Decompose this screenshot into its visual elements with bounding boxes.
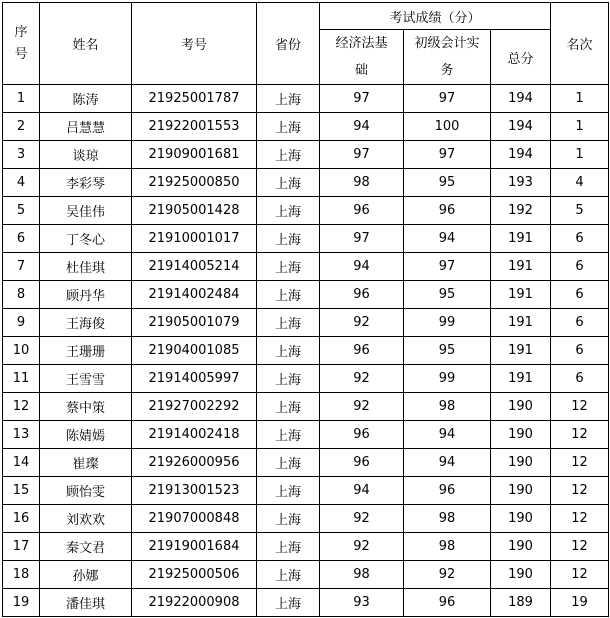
- cell-total: 191: [491, 309, 551, 337]
- header-subject-accounting: [404, 30, 491, 85]
- cell-total: 190: [491, 421, 551, 449]
- cell-score-accounting: 96: [404, 589, 491, 617]
- cell-seq: 15: [3, 477, 40, 505]
- cell-rank: 6: [551, 253, 609, 281]
- cell-rank: 19: [551, 589, 609, 617]
- cell-score-economic-law: 92: [320, 505, 404, 533]
- cell-province: 上海: [257, 449, 320, 477]
- table-row: [3, 533, 609, 561]
- cell-name: 陈婧嫣: [40, 421, 132, 449]
- table-row: [3, 113, 609, 141]
- header-score-group: 考试成绩（分）: [320, 3, 551, 30]
- cell-score-accounting: 98: [404, 533, 491, 561]
- cell-seq: 7: [3, 253, 40, 281]
- cell-exam-id: 21914005997: [132, 365, 257, 393]
- table-row: [3, 589, 609, 617]
- cell-province: 上海: [257, 85, 320, 113]
- cell-rank: 12: [551, 533, 609, 561]
- table-row: [3, 225, 609, 253]
- cell-rank: 6: [551, 337, 609, 365]
- cell-name: 顾丹华: [40, 281, 132, 309]
- cell-province: 上海: [257, 169, 320, 197]
- table-row: [3, 449, 609, 477]
- header-total: 总分: [491, 30, 551, 85]
- cell-rank: 12: [551, 421, 609, 449]
- cell-seq: 13: [3, 421, 40, 449]
- cell-rank: 1: [551, 85, 609, 113]
- cell-score-economic-law: 97: [320, 225, 404, 253]
- cell-province: 上海: [257, 225, 320, 253]
- cell-score-accounting: 95: [404, 337, 491, 365]
- table-row: [3, 253, 609, 281]
- table-row: [3, 337, 609, 365]
- cell-score-accounting: 100: [404, 113, 491, 141]
- cell-total: 191: [491, 281, 551, 309]
- cell-score-economic-law: 94: [320, 113, 404, 141]
- cell-rank: 6: [551, 281, 609, 309]
- header-exam-id: 考号: [132, 3, 257, 85]
- cell-name: 陈涛: [40, 85, 132, 113]
- cell-seq: 17: [3, 533, 40, 561]
- cell-name: 丁冬心: [40, 225, 132, 253]
- cell-exam-id: 21914002418: [132, 421, 257, 449]
- cell-exam-id: 21909001681: [132, 141, 257, 169]
- cell-name: 王海俊: [40, 309, 132, 337]
- cell-seq: 9: [3, 309, 40, 337]
- cell-rank: 6: [551, 365, 609, 393]
- cell-seq: 14: [3, 449, 40, 477]
- cell-name: 杜佳琪: [40, 253, 132, 281]
- cell-total: 190: [491, 477, 551, 505]
- cell-exam-id: 21927002292: [132, 393, 257, 421]
- cell-exam-id: 21904001085: [132, 337, 257, 365]
- cell-name: 谈琼: [40, 141, 132, 169]
- cell-province: 上海: [257, 561, 320, 589]
- cell-total: 190: [491, 393, 551, 421]
- cell-seq: 4: [3, 169, 40, 197]
- cell-name: 潘佳琪: [40, 589, 132, 617]
- cell-seq: 3: [3, 141, 40, 169]
- cell-rank: 6: [551, 225, 609, 253]
- cell-seq: 6: [3, 225, 40, 253]
- cell-exam-id: 21910001017: [132, 225, 257, 253]
- header-seq: [3, 3, 40, 85]
- header-seq-line2: 号: [14, 46, 28, 62]
- cell-score-economic-law: 98: [320, 561, 404, 589]
- cell-province: 上海: [257, 505, 320, 533]
- cell-score-economic-law: 92: [320, 533, 404, 561]
- cell-total: 190: [491, 449, 551, 477]
- cell-total: 191: [491, 337, 551, 365]
- cell-exam-id: 21914005214: [132, 253, 257, 281]
- cell-name: 秦文君: [40, 533, 132, 561]
- header-rank: 名次: [551, 3, 609, 85]
- header-name: 姓名: [40, 3, 132, 85]
- header-province: 省份: [257, 3, 320, 85]
- header-subject1-line1: 经济法基: [335, 36, 388, 51]
- cell-total: 193: [491, 169, 551, 197]
- cell-total: 194: [491, 141, 551, 169]
- cell-exam-id: 21919001684: [132, 533, 257, 561]
- cell-rank: 1: [551, 113, 609, 141]
- cell-seq: 8: [3, 281, 40, 309]
- cell-score-accounting: 99: [404, 365, 491, 393]
- table-row: [3, 393, 609, 421]
- cell-total: 190: [491, 533, 551, 561]
- cell-score-accounting: 98: [404, 393, 491, 421]
- cell-score-accounting: 95: [404, 169, 491, 197]
- cell-province: 上海: [257, 337, 320, 365]
- cell-name: 吴佳伟: [40, 197, 132, 225]
- cell-score-economic-law: 96: [320, 449, 404, 477]
- cell-name: 顾怡雯: [40, 477, 132, 505]
- cell-seq: 1: [3, 85, 40, 113]
- cell-rank: 12: [551, 505, 609, 533]
- cell-rank: 12: [551, 449, 609, 477]
- cell-seq: 18: [3, 561, 40, 589]
- header-subject2-line2: 务: [440, 63, 454, 78]
- cell-score-accounting: 98: [404, 505, 491, 533]
- cell-total: 190: [491, 561, 551, 589]
- cell-score-accounting: 94: [404, 449, 491, 477]
- cell-seq: 10: [3, 337, 40, 365]
- cell-score-accounting: 95: [404, 281, 491, 309]
- cell-exam-id: 21907000848: [132, 505, 257, 533]
- table-row: [3, 421, 609, 449]
- table-row: [3, 505, 609, 533]
- cell-exam-id: 21926000956: [132, 449, 257, 477]
- cell-total: 189: [491, 589, 551, 617]
- cell-score-economic-law: 92: [320, 365, 404, 393]
- table-row: [3, 141, 609, 169]
- table-row: [3, 197, 609, 225]
- cell-province: 上海: [257, 253, 320, 281]
- cell-exam-id: 21905001428: [132, 197, 257, 225]
- cell-score-accounting: 99: [404, 309, 491, 337]
- cell-exam-id: 21914002484: [132, 281, 257, 309]
- score-table: [2, 2, 609, 617]
- table-row: [3, 281, 609, 309]
- cell-score-accounting: 92: [404, 561, 491, 589]
- cell-rank: 12: [551, 561, 609, 589]
- cell-province: 上海: [257, 365, 320, 393]
- cell-name: 李彩琴: [40, 169, 132, 197]
- cell-total: 191: [491, 253, 551, 281]
- cell-score-accounting: 94: [404, 225, 491, 253]
- cell-score-accounting: 96: [404, 477, 491, 505]
- table-row: [3, 85, 609, 113]
- cell-score-economic-law: 98: [320, 169, 404, 197]
- cell-province: 上海: [257, 141, 320, 169]
- cell-score-economic-law: 96: [320, 337, 404, 365]
- cell-province: 上海: [257, 533, 320, 561]
- cell-province: 上海: [257, 477, 320, 505]
- cell-score-economic-law: 97: [320, 85, 404, 113]
- cell-rank: 6: [551, 309, 609, 337]
- cell-score-economic-law: 92: [320, 393, 404, 421]
- cell-total: 194: [491, 85, 551, 113]
- cell-score-economic-law: 94: [320, 477, 404, 505]
- cell-score-economic-law: 96: [320, 281, 404, 309]
- cell-name: 孙娜: [40, 561, 132, 589]
- cell-total: 191: [491, 225, 551, 253]
- cell-score-accounting: 97: [404, 141, 491, 169]
- table-header: [3, 3, 609, 85]
- cell-seq: 11: [3, 365, 40, 393]
- cell-province: 上海: [257, 309, 320, 337]
- cell-rank: 12: [551, 477, 609, 505]
- table-row: [3, 169, 609, 197]
- cell-total: 192: [491, 197, 551, 225]
- cell-exam-id: 21905001079: [132, 309, 257, 337]
- cell-score-accounting: 97: [404, 85, 491, 113]
- cell-exam-id: 21925001787: [132, 85, 257, 113]
- cell-name: 王珊珊: [40, 337, 132, 365]
- cell-exam-id: 21925000506: [132, 561, 257, 589]
- cell-score-economic-law: 96: [320, 421, 404, 449]
- cell-province: 上海: [257, 589, 320, 617]
- cell-province: 上海: [257, 393, 320, 421]
- cell-name: 王雪雪: [40, 365, 132, 393]
- cell-exam-id: 21913001523: [132, 477, 257, 505]
- cell-exam-id: 21922000908: [132, 589, 257, 617]
- cell-total: 190: [491, 505, 551, 533]
- cell-score-accounting: 97: [404, 253, 491, 281]
- cell-name: 蔡中策: [40, 393, 132, 421]
- cell-seq: 2: [3, 113, 40, 141]
- cell-name: 刘欢欢: [40, 505, 132, 533]
- cell-name: 吕慧慧: [40, 113, 132, 141]
- cell-score-economic-law: 92: [320, 309, 404, 337]
- cell-rank: 5: [551, 197, 609, 225]
- table-row: [3, 365, 609, 393]
- cell-score-economic-law: 97: [320, 141, 404, 169]
- cell-total: 191: [491, 365, 551, 393]
- table-row: [3, 561, 609, 589]
- cell-name: 崔璨: [40, 449, 132, 477]
- table-body: [3, 85, 609, 617]
- cell-score-economic-law: 96: [320, 197, 404, 225]
- cell-seq: 16: [3, 505, 40, 533]
- header-subject2-line1: 初级会计实: [414, 36, 480, 51]
- table-row: [3, 309, 609, 337]
- header-seq-line1: 序: [14, 24, 28, 40]
- cell-exam-id: 21925000850: [132, 169, 257, 197]
- cell-total: 194: [491, 113, 551, 141]
- cell-score-accounting: 96: [404, 197, 491, 225]
- cell-province: 上海: [257, 113, 320, 141]
- cell-score-accounting: 94: [404, 421, 491, 449]
- cell-seq: 5: [3, 197, 40, 225]
- cell-score-economic-law: 94: [320, 253, 404, 281]
- cell-province: 上海: [257, 281, 320, 309]
- header-subject1-line2: 础: [354, 63, 368, 78]
- header-subject-economic-law: [320, 30, 404, 85]
- cell-rank: 12: [551, 393, 609, 421]
- cell-rank: 4: [551, 169, 609, 197]
- cell-province: 上海: [257, 197, 320, 225]
- cell-seq: 19: [3, 589, 40, 617]
- cell-exam-id: 21922001553: [132, 113, 257, 141]
- cell-province: 上海: [257, 421, 320, 449]
- cell-score-economic-law: 93: [320, 589, 404, 617]
- cell-rank: 1: [551, 141, 609, 169]
- cell-seq: 12: [3, 393, 40, 421]
- table-row: [3, 477, 609, 505]
